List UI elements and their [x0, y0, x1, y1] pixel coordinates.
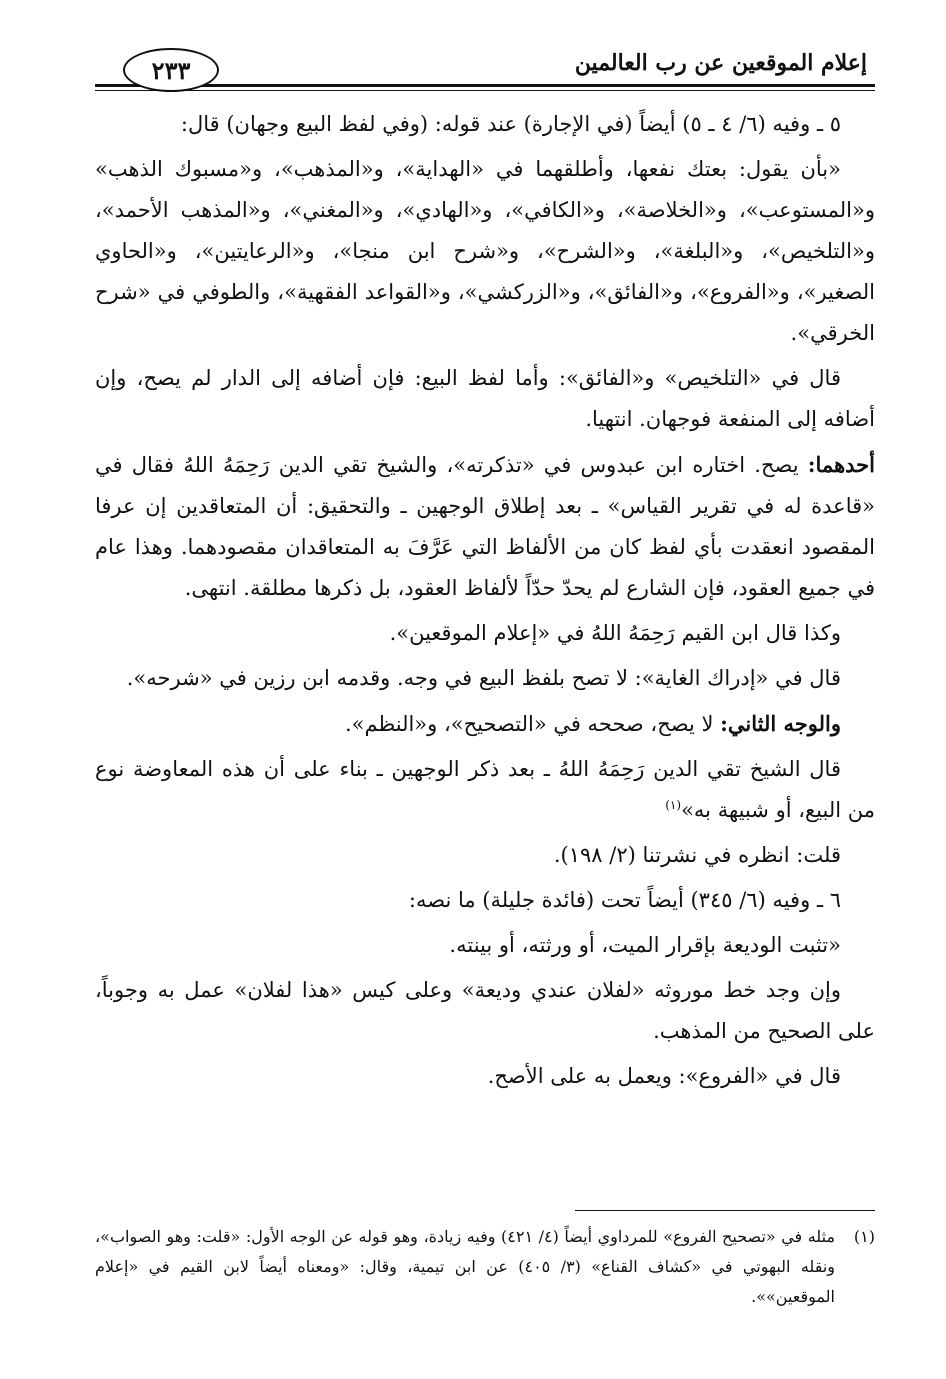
paragraph: «بأن يقول: بعتك نفعها، وأطلقهما في «الهداية»، و«المذهب»، و«مسبوك الذهب» و«المستوعب»، و«الخلاصة»، و«الكافي»، و«الهادي»، و«المغني»، و«المذهب الأحمد»، و«التلخيص»، و«البلغة»، و«الشرح»، و«شرح ابن منجا»، و«الرعايتين»، و«الحاوي الصغير»، و«الفروع»، و«الفائق»، و«الزركشي»، و«القواعد الفقهية»، والطوفي في «شرح الخرقي». — [95, 157, 875, 345]
header-rule-thick — [95, 84, 875, 87]
running-title: إعلام الموقعين عن رب العالمين — [574, 50, 867, 76]
footnote-reference[interactable]: (١) — [665, 798, 682, 812]
main-text — [95, 104, 875, 1101]
term-heading: والوجه الثاني: — [720, 711, 841, 736]
paragraph: وإن وجد خط موروثه «لفلان عندي وديعة» وعلى كيس «هذا لفلان» عمل به وجوباً، على الصحيح من المذهب. — [95, 978, 875, 1043]
paragraph: قال في «إدراك الغاية»: لا تصح بلفظ البيع في وجه. وقدمه ابن رزين في «شرحه». — [126, 666, 841, 690]
paragraph — [95, 749, 875, 831]
footnote-marker: (١) — [853, 1227, 875, 1246]
footnote-separator — [575, 1210, 875, 1211]
paragraph: ٦ ـ وفيه (٦/ ٣٤٥) أيضاً تحت (فائدة جليلة) ما نصه: — [408, 888, 841, 912]
footnote — [95, 1222, 875, 1312]
paragraph: قال في «التلخيص» و«الفائق»: وأما لفظ البيع: فإن أضافه إلى الدار لم يصح، وإن أضافه إلى المنفعة فوجهان. انتهيا. — [95, 366, 875, 431]
running-header — [95, 40, 875, 100]
paragraph — [95, 703, 875, 745]
paragraph: وكذا قال ابن القيم رَحِمَهُ اللهُ في «إعلام الموقعين». — [389, 621, 841, 645]
paragraph: قال في «الفروع»: ويعمل به على الأصح. — [487, 1064, 841, 1088]
paragraph: قلت: انظره في نشرتنا (٢/ ١٩٨). — [553, 843, 841, 867]
paragraph-text: يصح. اختاره ابن عبدوس في «تذكرته»، والشيخ تقي الدين رَحِمَهُ اللهُ فقال في «قاعدة له في تقرير القياس» ـ بعد إطلاق الوجهين ـ والتحقيق: أن المتعاقدين إن عرفا المقصود انعقدت بأي لفظ كان من الألفاظ التي عَرَّفَ به المتعاقدان مقصودهما. وهذا عام في جميع العقود، فإن الشارع لم يحدّ حدّاً لألفاظ العقود، بل ذكرها مطلقة. انتهى. — [95, 453, 875, 600]
book-page — [95, 40, 875, 1340]
term-heading: أحدهما: — [807, 452, 876, 477]
page-number: ٢٣٣ — [151, 55, 191, 85]
footnotes — [95, 1222, 875, 1312]
paragraph-text: لا يصح، صححه في «التصحيح»، و«النظم». — [345, 712, 721, 736]
paragraph — [95, 444, 875, 609]
header-rule-thin — [95, 90, 875, 91]
paragraph: ٥ ـ وفيه (٦/ ٤ ـ ٥) أيضاً (في الإجارة) عند قوله: (وفي لفظ البيع وجهان) قال: — [180, 112, 841, 136]
page-number-badge — [123, 48, 219, 92]
footnote-text: مثله في «تصحيح الفروع» للمرداوي أيضاً (٤/ ٤٢١) وفيه زيادة، وهو قوله عن الوجه الأول: «قلت: وهو الصواب»، ونقله البهوتي في «كشاف القناع» (٣/ ٤٠٥) عن ابن تيمية، وقال: «ومعناه أيضاً لابن القيم في «إعلام الموقعين»». — [95, 1227, 836, 1306]
paragraph: «تثبت الوديعة بإقرار الميت، أو ورثته، أو بينته. — [449, 933, 841, 957]
paragraph-text: قال الشيخ تقي الدين رَحِمَهُ اللهُ ـ بعد ذكر الوجهين ـ بناء على أن هذه المعاوضة نوع من البيع، أو شبيهة به» — [95, 757, 875, 822]
